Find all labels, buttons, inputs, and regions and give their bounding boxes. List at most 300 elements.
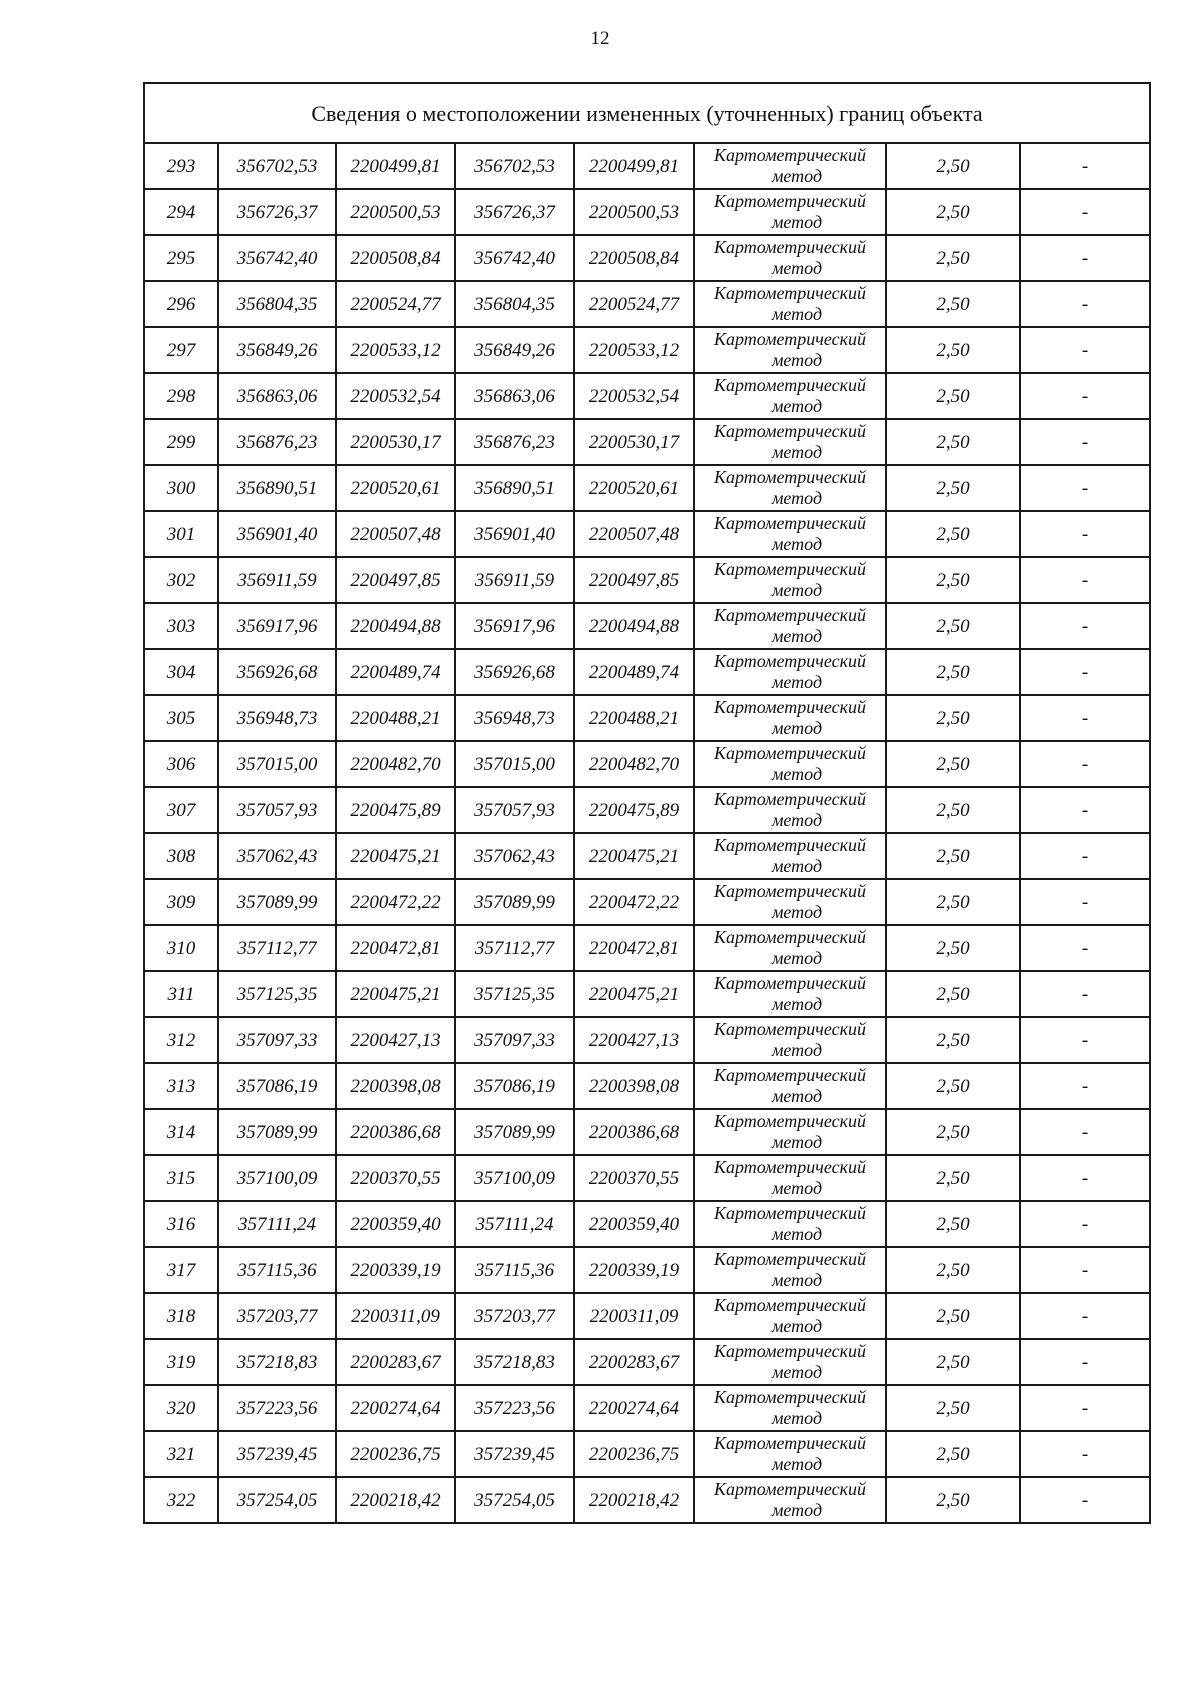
table-row [144, 741, 1150, 787]
cell-accuracy: 2,50 [886, 1247, 1020, 1293]
cell-x-new: 356890,51 [455, 465, 574, 511]
cell-accuracy: 2,50 [886, 235, 1020, 281]
cell-point-number: 299 [144, 419, 218, 465]
cell-x-new: 357112,77 [455, 925, 574, 971]
cell-point-number: 305 [144, 695, 218, 741]
cell-point-number: 302 [144, 557, 218, 603]
table-row [144, 1017, 1150, 1063]
cell-accuracy: 2,50 [886, 971, 1020, 1017]
method-line1: Картометрический [713, 237, 866, 257]
cell-point-number: 307 [144, 787, 218, 833]
cell-point-number: 306 [144, 741, 218, 787]
cell-x-existing: 356702,53 [218, 143, 336, 189]
cell-x-new: 357111,24 [455, 1201, 574, 1247]
cell-accuracy: 2,50 [886, 1017, 1020, 1063]
cell-method [694, 925, 886, 971]
cell-accuracy: 2,50 [886, 557, 1020, 603]
method-line2: метод [771, 810, 823, 830]
cell-point-number: 309 [144, 879, 218, 925]
cell-description: - [1020, 189, 1150, 235]
cell-x-existing: 356917,96 [218, 603, 336, 649]
cell-description: - [1020, 971, 1150, 1017]
method-line2: метод [771, 1224, 823, 1244]
coordinates-table [143, 82, 1151, 1524]
cell-accuracy: 2,50 [886, 1477, 1020, 1523]
cell-method [694, 879, 886, 925]
method-line2: метод [771, 1454, 823, 1474]
cell-point-number: 303 [144, 603, 218, 649]
cell-description: - [1020, 649, 1150, 695]
method-line1: Картометрический [713, 881, 866, 901]
cell-y-new: 2200475,89 [574, 787, 694, 833]
cell-description: - [1020, 1109, 1150, 1155]
table-body [144, 143, 1150, 1523]
table-row [144, 281, 1150, 327]
cell-point-number: 293 [144, 143, 218, 189]
method-line2: метод [771, 994, 823, 1014]
cell-x-existing: 357239,45 [218, 1431, 336, 1477]
cell-description: - [1020, 1247, 1150, 1293]
cell-x-existing: 357111,24 [218, 1201, 336, 1247]
method-line1: Картометрический [713, 375, 866, 395]
cell-accuracy: 2,50 [886, 695, 1020, 741]
table-row [144, 511, 1150, 557]
page-number: 12 [590, 28, 610, 49]
cell-point-number: 298 [144, 373, 218, 419]
cell-x-existing: 357089,99 [218, 879, 336, 925]
cell-y-existing: 2200475,89 [336, 787, 455, 833]
cell-y-new: 2200500,53 [574, 189, 694, 235]
method-line1: Картометрический [713, 559, 866, 579]
table-row [144, 419, 1150, 465]
method-line1: Картометрический [713, 927, 866, 947]
cell-y-existing: 2200488,21 [336, 695, 455, 741]
cell-y-new: 2200311,09 [574, 1293, 694, 1339]
cell-point-number: 294 [144, 189, 218, 235]
table-row [144, 1385, 1150, 1431]
cell-x-new: 357203,77 [455, 1293, 574, 1339]
cell-y-new: 2200427,13 [574, 1017, 694, 1063]
cell-x-new: 357223,56 [455, 1385, 574, 1431]
cell-method [694, 603, 886, 649]
cell-x-new: 357100,09 [455, 1155, 574, 1201]
cell-y-existing: 2200283,67 [336, 1339, 455, 1385]
cell-y-new: 2200236,75 [574, 1431, 694, 1477]
cell-y-existing: 2200475,21 [336, 833, 455, 879]
cell-x-existing: 357086,19 [218, 1063, 336, 1109]
cell-x-existing: 356863,06 [218, 373, 336, 419]
method-line1: Картометрический [713, 973, 866, 993]
cell-description: - [1020, 327, 1150, 373]
cell-x-new: 356726,37 [455, 189, 574, 235]
method-line1: Картометрический [713, 421, 866, 441]
cell-point-number: 321 [144, 1431, 218, 1477]
cell-description: - [1020, 833, 1150, 879]
cell-description: - [1020, 925, 1150, 971]
cell-method [694, 235, 886, 281]
method-line2: метод [771, 1270, 823, 1290]
method-line1: Картометрический [713, 1341, 866, 1361]
cell-y-new: 2200488,21 [574, 695, 694, 741]
table-row [144, 1201, 1150, 1247]
method-line2: метод [771, 1362, 823, 1382]
cell-method [694, 1477, 886, 1523]
cell-point-number: 318 [144, 1293, 218, 1339]
cell-accuracy: 2,50 [886, 1063, 1020, 1109]
method-line1: Картометрический [713, 1157, 866, 1177]
cell-y-new: 2200533,12 [574, 327, 694, 373]
cell-method [694, 741, 886, 787]
cell-accuracy: 2,50 [886, 281, 1020, 327]
cell-x-existing: 356804,35 [218, 281, 336, 327]
cell-point-number: 315 [144, 1155, 218, 1201]
cell-method [694, 465, 886, 511]
cell-description: - [1020, 787, 1150, 833]
cell-x-existing: 357089,99 [218, 1109, 336, 1155]
table-row [144, 787, 1150, 833]
cell-description: - [1020, 235, 1150, 281]
cell-y-existing: 2200482,70 [336, 741, 455, 787]
table-row [144, 1109, 1150, 1155]
method-line1: Картометрический [713, 191, 866, 211]
cell-y-new: 2200494,88 [574, 603, 694, 649]
cell-y-existing: 2200530,17 [336, 419, 455, 465]
table-row [144, 557, 1150, 603]
cell-accuracy: 2,50 [886, 787, 1020, 833]
cell-accuracy: 2,50 [886, 143, 1020, 189]
cell-y-existing: 2200489,74 [336, 649, 455, 695]
cell-y-existing: 2200427,13 [336, 1017, 455, 1063]
cell-description: - [1020, 1431, 1150, 1477]
method-line2: метод [771, 166, 823, 186]
cell-y-existing: 2200472,22 [336, 879, 455, 925]
method-line2: метод [771, 1086, 823, 1106]
cell-y-existing: 2200359,40 [336, 1201, 455, 1247]
cell-x-existing: 357112,77 [218, 925, 336, 971]
cell-y-existing: 2200274,64 [336, 1385, 455, 1431]
cell-accuracy: 2,50 [886, 925, 1020, 971]
method-line1: Картометрический [713, 1203, 866, 1223]
cell-method [694, 1063, 886, 1109]
method-line1: Картометрический [713, 605, 866, 625]
cell-y-new: 2200508,84 [574, 235, 694, 281]
table-row [144, 1293, 1150, 1339]
cell-method [694, 1385, 886, 1431]
cell-x-new: 356804,35 [455, 281, 574, 327]
cell-y-new: 2200489,74 [574, 649, 694, 695]
cell-point-number: 317 [144, 1247, 218, 1293]
cell-y-existing: 2200475,21 [336, 971, 455, 1017]
cell-accuracy: 2,50 [886, 1431, 1020, 1477]
method-line1: Картометрический [713, 835, 866, 855]
cell-method [694, 1293, 886, 1339]
cell-method [694, 1109, 886, 1155]
cell-y-existing: 2200500,53 [336, 189, 455, 235]
cell-point-number: 310 [144, 925, 218, 971]
table-row [144, 1155, 1150, 1201]
cell-method [694, 1247, 886, 1293]
cell-method [694, 189, 886, 235]
cell-x-new: 356849,26 [455, 327, 574, 373]
cell-y-new: 2200507,48 [574, 511, 694, 557]
cell-y-existing: 2200472,81 [336, 925, 455, 971]
cell-x-existing: 357223,56 [218, 1385, 336, 1431]
cell-accuracy: 2,50 [886, 189, 1020, 235]
cell-x-new: 357254,05 [455, 1477, 574, 1523]
method-line1: Картометрический [713, 1111, 866, 1131]
method-line1: Картометрический [713, 1387, 866, 1407]
cell-x-new: 356926,68 [455, 649, 574, 695]
method-line1: Картометрический [713, 1295, 866, 1315]
cell-y-new: 2200482,70 [574, 741, 694, 787]
cell-y-existing: 2200499,81 [336, 143, 455, 189]
cell-method [694, 1155, 886, 1201]
cell-y-existing: 2200218,42 [336, 1477, 455, 1523]
cell-y-existing: 2200520,61 [336, 465, 455, 511]
cell-y-new: 2200472,81 [574, 925, 694, 971]
cell-description: - [1020, 603, 1150, 649]
cell-accuracy: 2,50 [886, 833, 1020, 879]
cell-x-new: 357239,45 [455, 1431, 574, 1477]
cell-y-new: 2200218,42 [574, 1477, 694, 1523]
cell-y-new: 2200475,21 [574, 971, 694, 1017]
cell-x-new: 356911,59 [455, 557, 574, 603]
cell-accuracy: 2,50 [886, 1293, 1020, 1339]
cell-y-new: 2200532,54 [574, 373, 694, 419]
table-row [144, 373, 1150, 419]
method-line2: метод [771, 258, 823, 278]
cell-method [694, 649, 886, 695]
cell-accuracy: 2,50 [886, 419, 1020, 465]
cell-x-new: 357089,99 [455, 1109, 574, 1155]
cell-method [694, 1201, 886, 1247]
table-row [144, 465, 1150, 511]
cell-y-new: 2200359,40 [574, 1201, 694, 1247]
method-line2: метод [771, 488, 823, 508]
cell-point-number: 314 [144, 1109, 218, 1155]
cell-x-existing: 356849,26 [218, 327, 336, 373]
method-line2: метод [771, 350, 823, 370]
coordinates-table-container [143, 82, 1149, 1524]
method-line2: метод [771, 212, 823, 232]
cell-y-new: 2200497,85 [574, 557, 694, 603]
table-row [144, 879, 1150, 925]
table-title: Сведения о местоположении измененных (уточненных) границ объекта [144, 83, 1150, 143]
cell-y-new: 2200283,67 [574, 1339, 694, 1385]
cell-y-new: 2200386,68 [574, 1109, 694, 1155]
cell-description: - [1020, 143, 1150, 189]
cell-accuracy: 2,50 [886, 1339, 1020, 1385]
cell-accuracy: 2,50 [886, 1109, 1020, 1155]
cell-description: - [1020, 1201, 1150, 1247]
cell-y-new: 2200472,22 [574, 879, 694, 925]
method-line2: метод [771, 764, 823, 784]
cell-method [694, 787, 886, 833]
cell-accuracy: 2,50 [886, 603, 1020, 649]
method-line1: Картометрический [713, 1479, 866, 1499]
cell-x-existing: 357100,09 [218, 1155, 336, 1201]
cell-point-number: 311 [144, 971, 218, 1017]
table-row [144, 1063, 1150, 1109]
method-line1: Картометрический [713, 513, 866, 533]
cell-method [694, 1339, 886, 1385]
cell-y-new: 2200398,08 [574, 1063, 694, 1109]
method-line2: метод [771, 672, 823, 692]
cell-x-new: 357089,99 [455, 879, 574, 925]
method-line2: метод [771, 1408, 823, 1428]
cell-method [694, 557, 886, 603]
table-row [144, 1431, 1150, 1477]
method-line1: Картометрический [713, 1433, 866, 1453]
cell-accuracy: 2,50 [886, 373, 1020, 419]
cell-x-new: 356742,40 [455, 235, 574, 281]
table-row [144, 649, 1150, 695]
cell-x-new: 357218,83 [455, 1339, 574, 1385]
cell-y-new: 2200475,21 [574, 833, 694, 879]
cell-method [694, 695, 886, 741]
cell-y-existing: 2200370,55 [336, 1155, 455, 1201]
method-line1: Картометрический [713, 1065, 866, 1085]
cell-method [694, 143, 886, 189]
method-line2: метод [771, 626, 823, 646]
table-row [144, 143, 1150, 189]
cell-point-number: 316 [144, 1201, 218, 1247]
cell-description: - [1020, 465, 1150, 511]
cell-point-number: 308 [144, 833, 218, 879]
cell-y-new: 2200530,17 [574, 419, 694, 465]
cell-description: - [1020, 879, 1150, 925]
cell-x-existing: 357115,36 [218, 1247, 336, 1293]
cell-y-existing: 2200494,88 [336, 603, 455, 649]
cell-x-existing: 356876,23 [218, 419, 336, 465]
cell-method [694, 833, 886, 879]
cell-x-existing: 357097,33 [218, 1017, 336, 1063]
cell-x-new: 357057,93 [455, 787, 574, 833]
cell-description: - [1020, 741, 1150, 787]
cell-accuracy: 2,50 [886, 1385, 1020, 1431]
cell-accuracy: 2,50 [886, 511, 1020, 557]
cell-description: - [1020, 419, 1150, 465]
cell-x-existing: 357203,77 [218, 1293, 336, 1339]
cell-description: - [1020, 1339, 1150, 1385]
method-line1: Картометрический [713, 1019, 866, 1039]
cell-x-new: 357097,33 [455, 1017, 574, 1063]
method-line2: метод [771, 1040, 823, 1060]
cell-y-existing: 2200533,12 [336, 327, 455, 373]
method-line1: Картометрический [713, 697, 866, 717]
method-line1: Картометрический [713, 1249, 866, 1269]
cell-method [694, 419, 886, 465]
cell-point-number: 313 [144, 1063, 218, 1109]
table-row [144, 189, 1150, 235]
cell-point-number: 296 [144, 281, 218, 327]
cell-point-number: 295 [144, 235, 218, 281]
table-row [144, 235, 1150, 281]
cell-point-number: 312 [144, 1017, 218, 1063]
cell-x-existing: 356911,59 [218, 557, 336, 603]
cell-x-new: 357062,43 [455, 833, 574, 879]
cell-x-new: 357015,00 [455, 741, 574, 787]
method-line2: метод [771, 534, 823, 554]
table-row [144, 1247, 1150, 1293]
cell-y-existing: 2200532,54 [336, 373, 455, 419]
cell-y-existing: 2200508,84 [336, 235, 455, 281]
cell-y-existing: 2200236,75 [336, 1431, 455, 1477]
cell-x-existing: 356901,40 [218, 511, 336, 557]
table-row [144, 603, 1150, 649]
cell-x-existing: 356926,68 [218, 649, 336, 695]
cell-point-number: 297 [144, 327, 218, 373]
cell-x-existing: 357062,43 [218, 833, 336, 879]
cell-x-new: 356863,06 [455, 373, 574, 419]
cell-point-number: 304 [144, 649, 218, 695]
cell-x-new: 356702,53 [455, 143, 574, 189]
method-line2: метод [771, 304, 823, 324]
cell-description: - [1020, 1385, 1150, 1431]
table-row [144, 1477, 1150, 1523]
cell-accuracy: 2,50 [886, 1201, 1020, 1247]
cell-accuracy: 2,50 [886, 879, 1020, 925]
cell-method [694, 327, 886, 373]
method-line2: метод [771, 1316, 823, 1336]
method-line2: метод [771, 902, 823, 922]
cell-accuracy: 2,50 [886, 1155, 1020, 1201]
cell-description: - [1020, 1477, 1150, 1523]
method-line1: Картометрический [713, 467, 866, 487]
cell-x-existing: 356948,73 [218, 695, 336, 741]
cell-y-existing: 2200524,77 [336, 281, 455, 327]
cell-point-number: 320 [144, 1385, 218, 1431]
cell-y-existing: 2200386,68 [336, 1109, 455, 1155]
method-line2: метод [771, 718, 823, 738]
cell-y-new: 2200370,55 [574, 1155, 694, 1201]
cell-point-number: 300 [144, 465, 218, 511]
cell-y-new: 2200520,61 [574, 465, 694, 511]
method-line1: Картометрический [713, 743, 866, 763]
method-line2: метод [771, 580, 823, 600]
method-line2: метод [771, 948, 823, 968]
method-line1: Картометрический [713, 283, 866, 303]
cell-description: - [1020, 281, 1150, 327]
cell-description: - [1020, 373, 1150, 419]
method-line1: Картометрический [713, 789, 866, 809]
method-line1: Картометрический [713, 651, 866, 671]
cell-y-existing: 2200398,08 [336, 1063, 455, 1109]
cell-method [694, 1431, 886, 1477]
table-row [144, 833, 1150, 879]
cell-x-existing: 356742,40 [218, 235, 336, 281]
method-line1: Картометрический [713, 145, 866, 165]
cell-x-existing: 357218,83 [218, 1339, 336, 1385]
cell-description: - [1020, 1063, 1150, 1109]
cell-description: - [1020, 511, 1150, 557]
table-row [144, 925, 1150, 971]
cell-y-new: 2200524,77 [574, 281, 694, 327]
cell-accuracy: 2,50 [886, 465, 1020, 511]
cell-x-existing: 357015,00 [218, 741, 336, 787]
cell-point-number: 301 [144, 511, 218, 557]
cell-x-new: 357125,35 [455, 971, 574, 1017]
table-row [144, 971, 1150, 1017]
cell-method [694, 1017, 886, 1063]
table-row [144, 327, 1150, 373]
cell-y-existing: 2200339,19 [336, 1247, 455, 1293]
cell-y-existing: 2200497,85 [336, 557, 455, 603]
table-title-row [144, 83, 1150, 143]
table-row [144, 695, 1150, 741]
cell-y-new: 2200499,81 [574, 143, 694, 189]
cell-y-existing: 2200311,09 [336, 1293, 455, 1339]
